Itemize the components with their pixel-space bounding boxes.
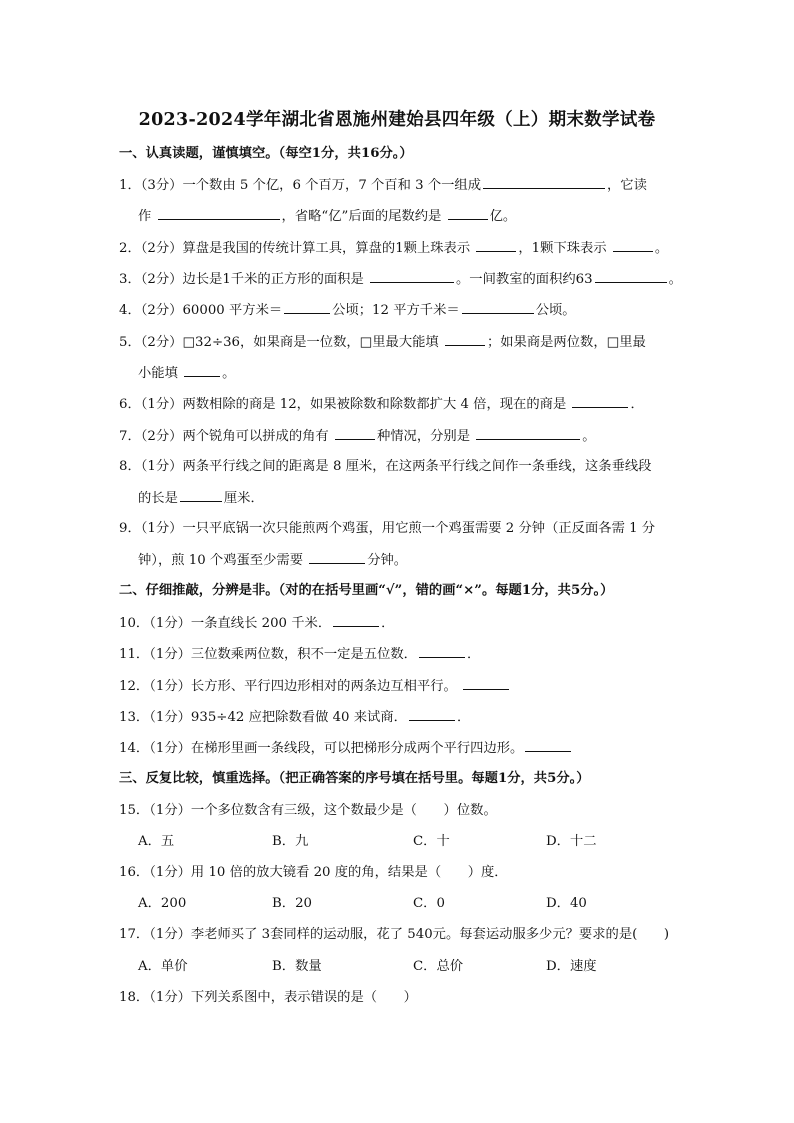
question-10 (119, 614, 394, 633)
answer-blank[interactable] (419, 645, 465, 658)
answer-blank[interactable] (595, 270, 667, 283)
question-11 (119, 645, 480, 664)
option-a[interactable]: A．单价 (138, 959, 188, 974)
q1-text-2: ，它读 (607, 178, 647, 193)
question-9 (119, 520, 655, 538)
answer-blank[interactable] (572, 395, 628, 408)
q1-text-5: 亿。 (489, 209, 517, 224)
answer-blank[interactable] (180, 489, 222, 502)
question-8-cont (138, 489, 264, 508)
option-c[interactable]: C．总价 (413, 959, 464, 974)
q3-text: 3．（2分）边长是1千米的正方形的面积是 (119, 272, 369, 287)
question-14 (119, 739, 573, 758)
q10-text: 10．（1分）一条直线长 200 千米． (119, 616, 332, 631)
q9-text-2: 钟），煎 10 个鸡蛋至少需要 (138, 553, 308, 568)
question-3 (119, 270, 682, 289)
option-c[interactable]: C．十 (413, 834, 450, 849)
q7-text-3: 。 (582, 429, 596, 444)
q2-text-2: ，1颗下珠表示 (518, 241, 611, 256)
q8-text-3: 厘米． (223, 491, 264, 506)
answer-blank[interactable] (409, 708, 455, 721)
q1-text-3: 作 (138, 209, 156, 224)
q13-text: 13．（1分）935÷42 应把除数看做 40 来试商． (119, 710, 407, 725)
question-4 (119, 301, 576, 320)
question-5 (119, 333, 646, 352)
option-b[interactable]: B．20 (272, 896, 312, 911)
question-1-cont (138, 207, 516, 226)
answer-blank[interactable] (370, 270, 454, 283)
answer-blank[interactable] (333, 614, 379, 627)
q6-text: 6．（1分）两数相除的商是 12，如果被除数和除数都扩大 4 倍，现在的商是 (119, 397, 571, 412)
q13-text-2: ． (456, 710, 471, 725)
question-2 (119, 239, 668, 258)
answer-blank[interactable] (476, 427, 580, 440)
q3-text-2: 。一间教室的面积约63 (456, 272, 593, 287)
answer-blank[interactable] (462, 301, 534, 314)
q4-text-2: 公顷；12 平方千米＝ (332, 303, 460, 318)
q5-text-4: 。 (222, 366, 236, 381)
option-c[interactable]: C．0 (413, 896, 445, 911)
q12-text: 12．（1分）长方形、平行四边形相对的两条边互相平行。 (119, 679, 462, 694)
q2-text-3: 。 (654, 241, 669, 256)
q9-text-3: 分钟。 (367, 553, 408, 568)
answer-blank[interactable] (476, 239, 516, 252)
option-a[interactable]: A．五 (138, 834, 175, 849)
option-d[interactable]: D．速度 (546, 959, 597, 974)
option-b[interactable]: B．九 (272, 834, 309, 849)
answer-blank[interactable] (445, 333, 485, 346)
answer-blank[interactable] (309, 551, 365, 564)
q1-text: 1．（3分）一个数由 5 个亿，6 个百万，7 个百和 3 个一组成 (119, 178, 482, 193)
question-16: 16．（1分）用 10 倍的放大镜看 20 度的角，结果是（ ）度． (119, 865, 508, 880)
q4-text: 4．（2分）60000 平方米＝ (119, 303, 283, 318)
question-18: 18．（1分）下列关系图中，表示错误的是（ ） (119, 990, 417, 1005)
question-9-cont (138, 551, 407, 570)
option-b[interactable]: B．数量 (272, 959, 322, 974)
answer-blank[interactable] (335, 427, 375, 440)
q9-text: 9．（1分）一只平底锅一次只能煎两个鸡蛋，用它煎一个鸡蛋需要 2 分钟（正反面各需 1 分 (119, 521, 656, 536)
q8-text: 8．（1分）两条平行线之间的距离是 8 厘米，在这两条平行线之间作一条垂线，这条垂线段 (119, 459, 652, 474)
option-a[interactable]: A．200 (138, 896, 187, 911)
option-d[interactable]: D．十二 (546, 834, 597, 849)
q1-text-4: ，省略“亿”后面的尾数约是 (281, 209, 446, 224)
q5-text-2: ；如果商是两位数，□里最 (486, 335, 646, 350)
answer-blank[interactable] (483, 176, 605, 189)
question-15: 15．（1分）一个多位数含有三级，这个数最少是（ ）位数。 (119, 803, 497, 818)
exam-title: 2023-2024学年湖北省恩施州建始县四年级（上）期末数学试卷 (138, 110, 656, 130)
answer-blank[interactable] (463, 677, 509, 690)
q10-text-2: ． (381, 616, 395, 631)
answer-blank[interactable] (184, 364, 220, 377)
q2-text: 2．（2分）算盘是我国的传统计算工具，算盘的1颗上珠表示 (119, 241, 475, 256)
section-1-heading: 一、认真读题，谨慎填空。（每空1分，共16分。） (119, 146, 413, 161)
q14-text: 14．（1分）在梯形里画一条线段，可以把梯形分成两个平行四边形。 (119, 741, 524, 756)
answer-blank[interactable] (158, 207, 280, 220)
q5-text: 5．（2分）□32÷36，如果商是一位数，□里最大能填 (119, 335, 443, 350)
q5-text-3: 小能填 (138, 366, 183, 381)
question-17: 17．（1分）李老师买了 3套同样的运动服，花了 540元。每套运动服多少元？要求的是( ) (119, 927, 670, 942)
question-6 (119, 395, 644, 414)
q4-text-3: 公顷。 (535, 303, 576, 318)
answer-blank[interactable] (525, 739, 571, 752)
q8-text-2: 的长是 (138, 491, 178, 506)
q7-text-2: 种情况，分别是 (376, 429, 475, 444)
section-2-heading: 二、仔细推敲，分辨是非。（对的在括号里画“√”，错的画“×”。每题1分，共5分。） (119, 583, 614, 598)
question-13 (119, 708, 470, 727)
q6-text-2: ． (630, 397, 644, 412)
question-5-cont (138, 364, 235, 383)
q11-text-2: ． (466, 647, 481, 662)
q3-text-3: 。 (668, 272, 682, 287)
question-12 (119, 677, 511, 696)
question-7 (119, 427, 596, 446)
answer-blank[interactable] (448, 207, 488, 220)
question-8 (119, 458, 651, 476)
q7-text: 7．（2分）两个锐角可以拼成的角有 (119, 429, 333, 444)
section-3-heading: 三、反复比较，慎重选择。（把正确答案的序号填在括号里。每题1分，共5分。） (119, 771, 590, 786)
answer-blank[interactable] (284, 301, 330, 314)
answer-blank[interactable] (613, 239, 653, 252)
option-d[interactable]: D．40 (546, 896, 587, 911)
question-1 (119, 176, 647, 195)
q11-text: 11．（1分）三位数乘两位数，积不一定是五位数． (119, 647, 417, 662)
